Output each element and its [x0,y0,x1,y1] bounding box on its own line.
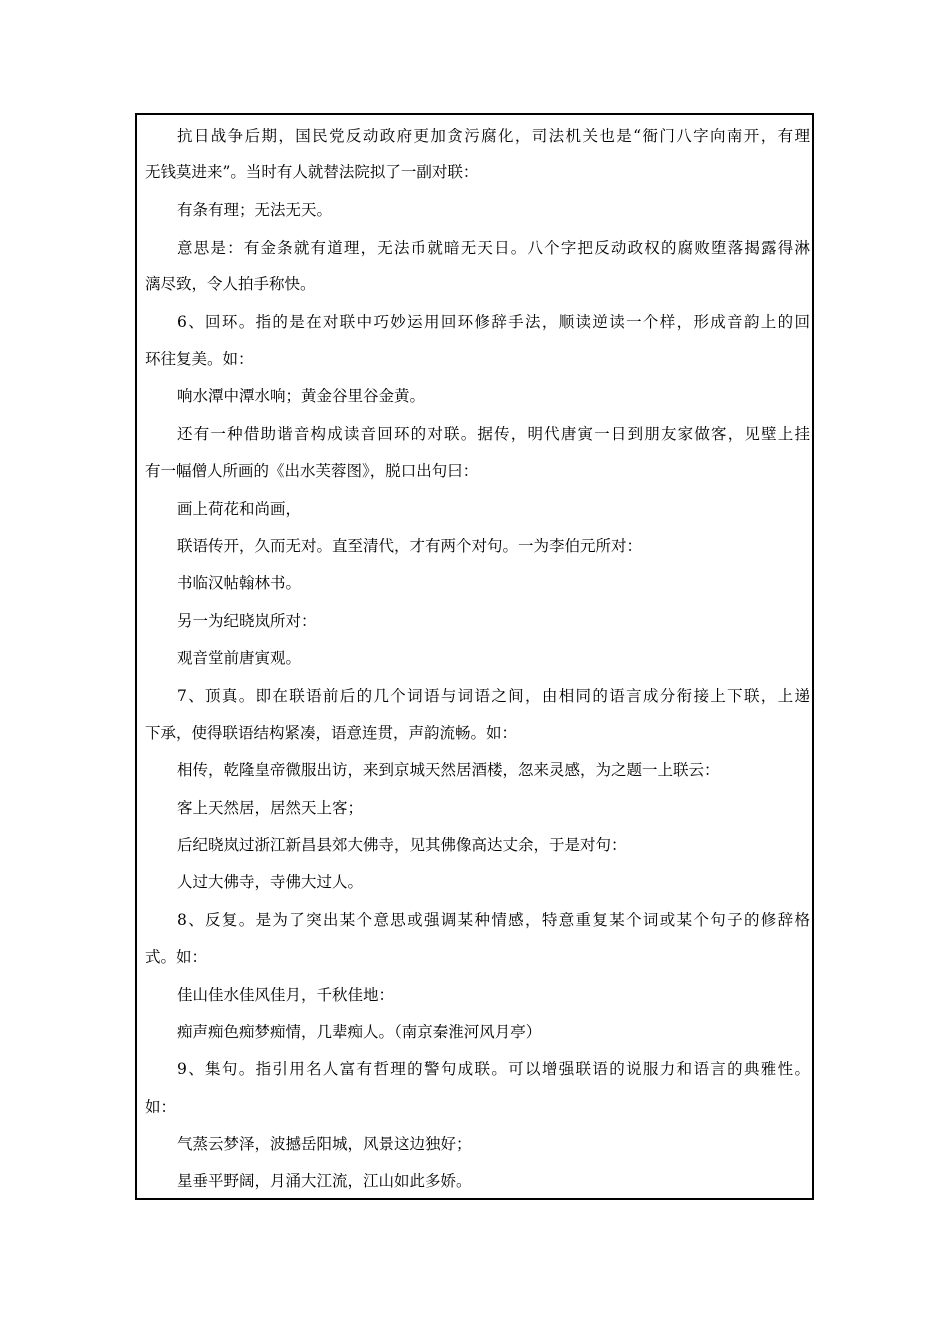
section-heading-line: 8、反复。是为了突出某个意思或强调某种情感，特意重复某个词或某个句子的修辞格 [177,911,810,929]
paragraph-line: 无钱莫进来”。当时有人就替法院拟了一副对联： [145,163,479,181]
couplet-line: 有条有理；无法无天。 [177,201,333,219]
paragraph-line: 如： [145,1098,177,1116]
paragraph-line: 后纪晓岚过浙江新昌县郊大佛寺，见其佛像高达丈余，于是对句： [177,836,627,854]
couplet-line: 观音堂前唐寅观。 [177,649,302,667]
couplet-line: 画上荷花和尚画， [177,500,302,518]
couplet-line: 佳山佳水佳风佳月，千秋佳地： [177,986,395,1004]
section-heading-line: 9、集句。指引用名人富有哲理的警句成联。可以增强联语的说服力和语言的典雅性。 [177,1060,810,1078]
paragraph-line: 式。如： [145,948,208,966]
couplet-line: 气蒸云梦泽，波撼岳阳城，风景这边独好； [177,1135,472,1153]
couplet-line: 书临汉帖翰林书。 [177,574,302,592]
paragraph-line: 抗日战争后期，国民党反动政府更加贪污腐化，司法机关也是“衙门八字向南开，有理 [177,127,810,145]
couplet-line: 响水潭中潭水响；黄金谷里谷金黄。 [177,387,426,405]
section-heading-line: 6、回环。指的是在对联中巧妙运用回环修辞手法，顺读逆读一个样，形成音韵上的回 [177,313,810,331]
paragraph-line: 环往复美。如： [145,350,254,368]
couplet-line: 星垂平野阔，月涌大江流，江山如此多娇。 [177,1172,472,1190]
paragraph-line: 下承，使得联语结构紧凑，语意连贯，声韵流畅。如： [145,724,518,742]
paragraph-line: 相传，乾隆皇帝微服出访，来到京城天然居酒楼，忽来灵感，为之题一上联云： [177,761,720,779]
paragraph-line: 联语传开，久而无对。直至清代，才有两个对句。一为李伯元所对： [177,537,643,555]
couplet-line: 客上天然居，居然天上客； [177,799,364,817]
paragraph-line: 漓尽致，令人拍手称快。 [145,275,316,293]
paragraph-line: 意思是：有金条就有道理，无法币就暗无天日。八个字把反动政权的腐败堕落揭露得淋 [177,239,810,257]
section-heading-line: 7、顶真。即在联语前后的几个词语与词语之间，由相同的语言成分衔接上下联，上递 [177,687,810,705]
couplet-line: 痴声痴色痴梦痴情，几辈痴人。（南京秦淮河风月亭） [177,1023,542,1041]
paragraph-line: 有一幅僧人所画的《出水芙蓉图》，脱口出句曰： [145,462,479,480]
paragraph-line: 还有一种借助谐音构成读音回环的对联。据传，明代唐寅一日到朋友家做客，见壁上挂 [177,425,810,443]
paragraph-line: 另一为纪晓岚所对： [177,612,317,630]
couplet-line: 人过大佛寺，寺佛大过人。 [177,873,364,891]
